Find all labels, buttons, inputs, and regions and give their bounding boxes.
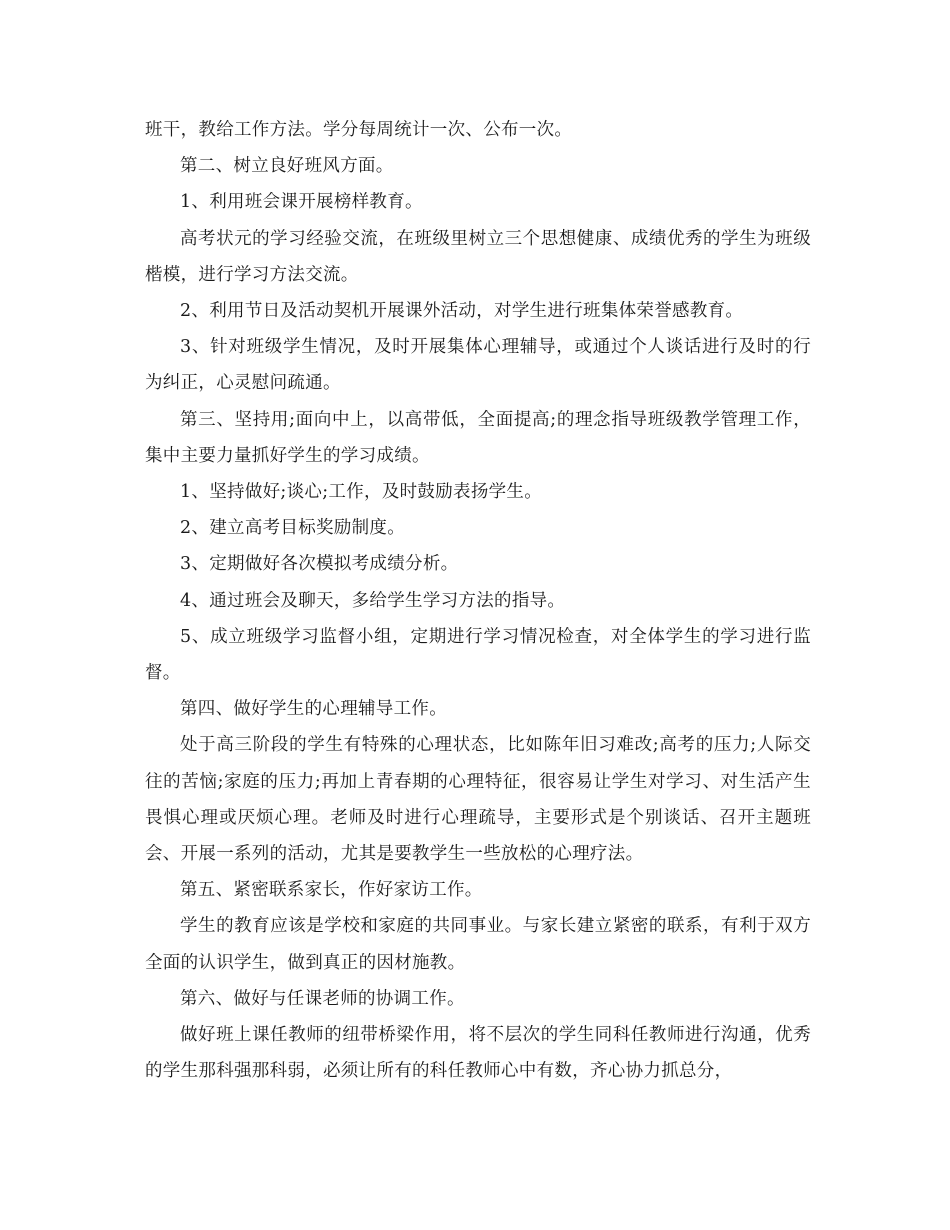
list-item: 3、定期做好各次模拟考成绩分析。 bbox=[180, 554, 459, 575]
section-heading: 第四、做好学生的心理辅导工作。 bbox=[180, 699, 447, 720]
section-heading: 第三、坚持用;面向中上，以高带低，全面提高;的理念指导班级教学管理工作，集中主要力量抓好学生的学习成绩。 bbox=[145, 409, 811, 466]
paragraph: 处于高三阶段的学生有特殊的心理状态，比如陈年旧习难改;高考的压力;人际交往的苦恼;家庭的压力;再加上青春期的心理特征，很容易让学生对学习、对生活产生畏惧心理或厌烦心理。老师及时进行心理疏导，主要形式是个别谈话、召开主题班会、开展一系列的活动，尤其是要教学生一些放松的心理疗法。 bbox=[145, 735, 811, 865]
section-heading: 第五、紧密联系家长，作好家访工作。 bbox=[180, 880, 483, 901]
paragraph: 高考状元的学习经验交流，在班级里树立三个思想健康、成绩优秀的学生为班级楷模，进行学习方法交流。 bbox=[145, 228, 811, 285]
paragraph: 学生的教育应该是学校和家庭的共同事业。与家长建立紧密的联系，有利于双方全面的认识学生，做到真正的因材施教。 bbox=[145, 916, 811, 973]
document-body bbox=[145, 112, 811, 1089]
paragraph: 做好班上课任教师的纽带桥梁作用，将不层次的学生同科任教师进行沟通，优秀的学生那科强那科弱，必须让所有的科任教师心中有数，齐心协力抓总分， bbox=[145, 1025, 811, 1082]
section-heading: 第二、树立良好班风方面。 bbox=[180, 156, 394, 177]
list-item: 2、利用节日及活动契机开展课外活动，对学生进行班集体荣誉感教育。 bbox=[180, 301, 744, 322]
list-item: 4、通过班会及聊天，多给学生学习方法的指导。 bbox=[180, 590, 566, 611]
list-item: 3、针对班级学生情况，及时开展集体心理辅导，或通过个人谈话进行及时的行为纠正，心灵慰问疏通。 bbox=[145, 337, 811, 394]
section-heading: 第六、做好与任课老师的协调工作。 bbox=[180, 988, 465, 1009]
paragraph: 班干，教给工作方法。学分每周统计一次、公布一次。 bbox=[145, 120, 573, 140]
list-item: 2、建立高考目标奖励制度。 bbox=[180, 518, 406, 539]
list-item: 1、坚持做好;谈心;工作，及时鼓励表扬学生。 bbox=[180, 482, 543, 503]
list-item: 5、成立班级学习监督小组，定期进行学习情况检查，对全体学生的学习进行监督。 bbox=[145, 626, 811, 684]
list-item: 1、利用班会课开展榜样教育。 bbox=[180, 192, 423, 213]
